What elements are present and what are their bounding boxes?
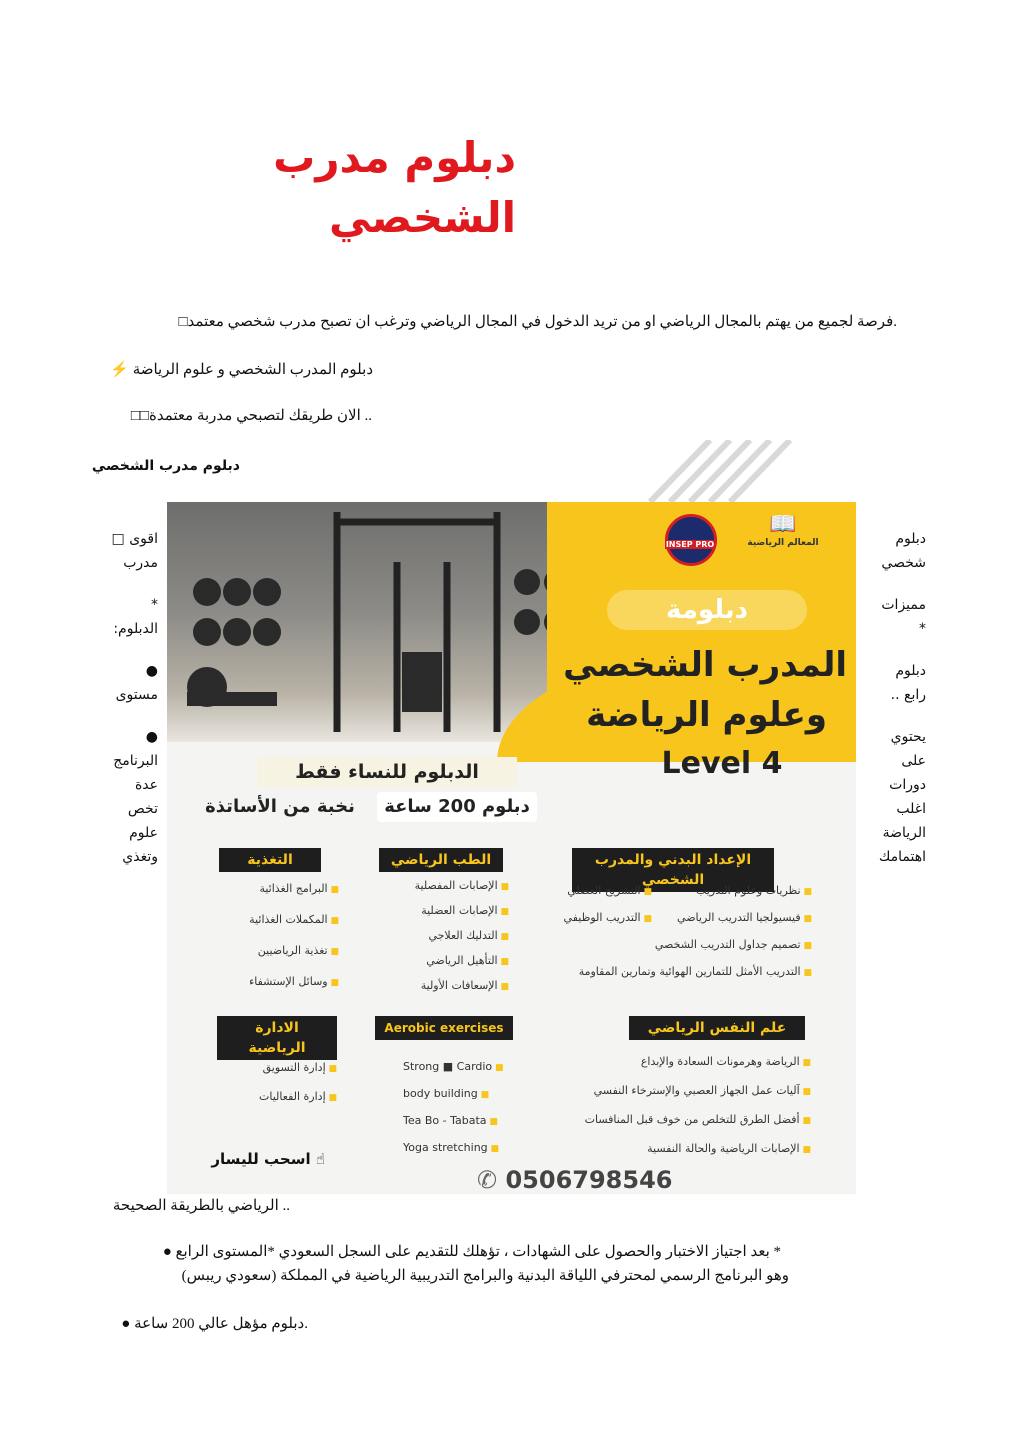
maalim-logo-text: المعالم الرياضية [747, 538, 819, 548]
list-item: ■ المكملات الغذائية [207, 905, 339, 936]
right-col-gap [866, 575, 926, 593]
section-header-psychology: علم النفس الرياضي [629, 1016, 805, 1040]
flyer-headline-diploma: دبلومة [607, 590, 807, 630]
right-col-line: يحتوي [890, 729, 926, 745]
swipe-text: اسحب لليسار [211, 1150, 311, 1168]
list-item: ■ البرامج الغذائية [207, 874, 339, 905]
left-col-gap [96, 575, 158, 593]
right-col-line: مميزات [881, 597, 926, 613]
intro-line-3: .. الان طريقك لتصبحي مدربة معتمدة□□ [130, 408, 372, 424]
list-item: ■ فيسيولجيا التدريب الرياضي [522, 905, 812, 932]
sports-medicine-list [377, 874, 509, 999]
left-col-line: مدرب [123, 555, 158, 571]
list-item: ■ إدارة التسويق [227, 1054, 337, 1083]
right-col-gap [866, 707, 926, 725]
maalim-logo [743, 512, 823, 548]
flyer-level: Level 4 [661, 746, 783, 781]
nutrition-list [207, 874, 339, 998]
left-col-line: ● [145, 729, 158, 745]
right-col-line: الرياضة [882, 825, 926, 841]
course-flyer-image [167, 502, 856, 1194]
right-col-line: اهتمامك [878, 849, 926, 865]
intro-line-2: دبلوم المدرب الشخصي و علوم الرياضة ⚡ [110, 362, 373, 378]
after-line-2: * بعد اجتياز الاختبار والحصول على الشهادات ، تؤهلك للتقديم على السجل السعودي *المستوى الرابع ● [162, 1244, 781, 1260]
decorative-stripes [640, 440, 840, 502]
hand-pointer-icon: ☝ [315, 1150, 325, 1168]
left-col-line: مستوى [115, 687, 158, 703]
right-text-column [866, 527, 926, 869]
intro-line-1: .فرصة لجميع من يهتم بالمجال الرياضي او من تريد الدخول في المجال الرياضي وترغب ان تصبح مدرب شخصي معتمد□ [178, 314, 897, 330]
list-item: ■ التدريب الوظيفي [522, 905, 652, 932]
right-col-line: على [901, 753, 926, 769]
left-col-line: ● [145, 663, 158, 679]
insep-logo-text: INSEP PRO [665, 540, 715, 549]
left-col-gap [96, 641, 158, 659]
right-col-line: دورات [889, 777, 926, 793]
left-col-line: البرنامج [113, 753, 158, 769]
list-item: ■ الإصابات العضلية [377, 899, 509, 924]
list-item: ■ إدارة الفعاليات [227, 1083, 337, 1112]
phone-block [477, 1166, 687, 1194]
section-header-nutrition: التغذية [219, 848, 321, 872]
right-col-line: دبلوم [895, 531, 926, 547]
flyer-headline-sports: وعلوم الرياضة [586, 695, 827, 735]
phone-number: 0506798546 [505, 1166, 673, 1194]
list-item: ■ الإصابات الرياضية والحالة النفسية [527, 1135, 811, 1164]
section-header-sports-medicine: الطب الرياضي [379, 848, 503, 872]
left-col-line: وتغذي [122, 849, 158, 865]
book-dumbbell-icon: 📖 [769, 512, 797, 537]
left-col-line: علوم [129, 825, 158, 841]
left-col-line: تخص [127, 801, 158, 817]
management-list [227, 1054, 337, 1112]
list-item: ■ الرياضة وهرمونات السعادة والإبداع [527, 1048, 811, 1077]
flyer-teachers: نخبة من الأساتذة [205, 796, 355, 817]
right-col-line: اغلب [896, 801, 926, 817]
right-col-line: شخصي [881, 555, 926, 571]
list-item: Strong ■ Cardio ■ [403, 1054, 523, 1081]
list-item: ■ آليات عمل الجهاز العصبي والإسترخاء النفسي [527, 1077, 811, 1106]
fitness-list-col2 [522, 878, 652, 932]
section-header-management: الادارة الرياضية [217, 1016, 337, 1060]
page-title: دبلوم مدرب الشخصي [273, 133, 516, 242]
flyer-hours: دبلوم 200 ساعة [377, 792, 537, 822]
after-line-3: وهو البرنامج الرسمي لمحترفي اللياقة البدنية والبرامج التدريبية الرياضية في المملكة (سعودي ريبس) [181, 1268, 789, 1284]
section-header-fitness: الإعداد البدني والمدرب الشخصي [572, 848, 774, 892]
after-line-1: .. الرياضي بالطريقة الصحيحة [112, 1198, 290, 1214]
left-col-line: عدة [134, 777, 158, 793]
section-header-aerobic: Aerobic exercises [375, 1016, 513, 1040]
whatsapp-icon: ✆ [477, 1166, 498, 1194]
list-item: ■ التدليك العلاجي [377, 924, 509, 949]
insep-logo [665, 514, 715, 549]
left-col-line: اقوى □ [111, 531, 158, 547]
list-item: ■ الإصابات المفصلية [377, 874, 509, 899]
flyer-headline-trainer: المدرب الشخصي [563, 645, 847, 685]
list-item: Tea Bo - Tabata ■ [403, 1108, 523, 1135]
right-col-line: رابع .. [890, 687, 926, 703]
list-item: ■ التأهيل الرياضي [377, 949, 509, 974]
list-item: ■ تغذية الرياضيين [207, 936, 339, 967]
list-item: ■ التشريح العضلي [522, 878, 652, 905]
left-col-line: * [151, 597, 158, 613]
list-item: ■ أفضل الطرق للتخلص من خوف قبل المنافسات [527, 1106, 811, 1135]
left-col-gap [96, 707, 158, 725]
list-item: Yoga stretching ■ [403, 1135, 523, 1162]
swipe-hint [195, 1150, 325, 1168]
list-item: ■ الإسعافات الأولية [377, 974, 509, 999]
list-item: ■ وسائل الإستشفاء [207, 967, 339, 998]
right-col-line: دبلوم [895, 663, 926, 679]
list-item: ■ تصميم جداول التدريب الشخصي [522, 932, 812, 959]
list-item: ■ نظريات وعلوم التدريب [522, 878, 812, 905]
flyer-women-only: الدبلوم للنساء فقط [257, 757, 517, 787]
after-line-4: .دبلوم مؤهل عالي 200 ساعة ● [121, 1316, 308, 1332]
psychology-list [527, 1048, 811, 1164]
subheading: دبلوم مدرب الشخصي [91, 458, 240, 474]
list-item: body building ■ [403, 1081, 523, 1108]
right-col-gap [866, 641, 926, 659]
list-item: ■ التدريب الأمثل للتمارين الهوائية وتمارين المقاومة [522, 959, 812, 986]
right-col-line: * [919, 621, 926, 637]
left-text-column [96, 527, 158, 869]
left-col-line: الدبلوم: [113, 621, 158, 637]
aerobic-list [403, 1054, 523, 1162]
